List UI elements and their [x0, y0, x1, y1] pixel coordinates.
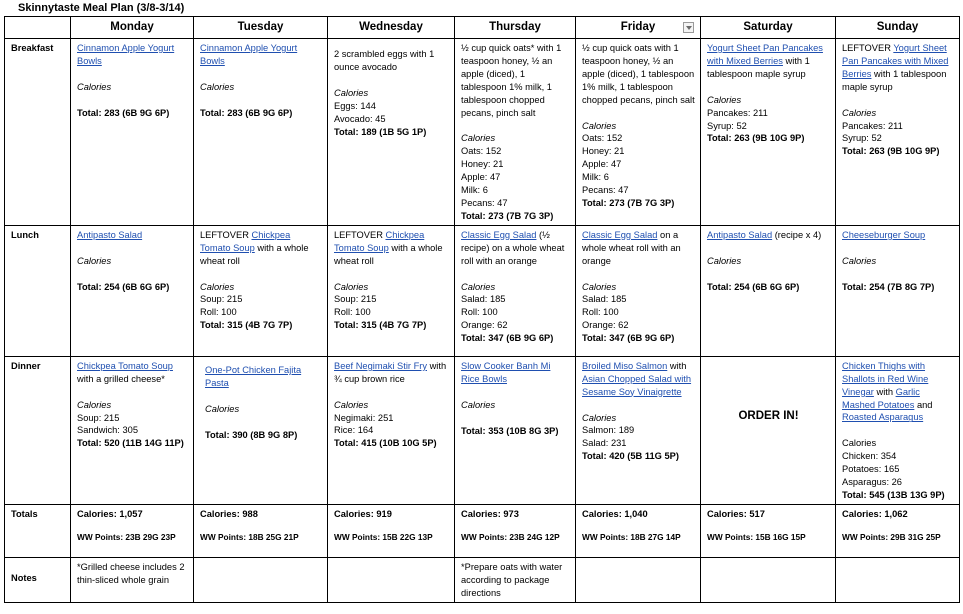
calorie-item: Salad: 185 — [461, 294, 506, 305]
totals-monday — [71, 504, 194, 557]
calorie-item: Eggs: 144 — [334, 100, 376, 111]
calorie-item: Salmon: 189 — [582, 425, 635, 436]
recipe-link[interactable]: Garlic Mashed Potatoes — [842, 386, 920, 410]
total-calories: Calories: 988 — [200, 508, 258, 519]
meal-total: Total: 353 (10B 8G 3P) — [461, 425, 559, 436]
lunch-sunday — [836, 225, 960, 356]
recipe-link[interactable]: Chicken Thighs with Shallots in Red Wine Vinegar — [842, 360, 929, 397]
totals-tuesday — [194, 504, 328, 557]
breakfast-thursday — [455, 39, 576, 226]
calories-label: Calories — [582, 412, 617, 423]
recipe-link[interactable]: Asian Chopped Salad with Sesame Soy Vinaigrette — [582, 373, 692, 397]
calories-label: Calories — [842, 438, 877, 449]
meal-description: with — [667, 360, 687, 371]
meal-total: Total: 283 (6B 9G 6P) — [200, 107, 293, 118]
ww-points: WW Points: 15B 16G 15P — [707, 531, 806, 542]
total-calories: Calories: 1,057 — [77, 508, 143, 519]
day-header-friday — [576, 17, 701, 39]
totals-thursday — [455, 504, 576, 557]
calories-label: Calories — [77, 255, 112, 266]
calorie-item: Soup: 215 — [334, 294, 377, 305]
calorie-item: Negimaki: 251 — [334, 412, 394, 423]
day-header-thursday: Thursday — [455, 17, 576, 39]
dropdown-arrow-icon[interactable] — [683, 22, 694, 33]
calorie-item: Roll: 100 — [334, 307, 371, 318]
breakfast-saturday — [701, 39, 836, 226]
meal-total: Total: 347 (6B 9G 6P) — [461, 333, 554, 344]
recipe-link[interactable]: Chickpea Tomato Soup — [200, 229, 291, 253]
dinner-monday — [71, 356, 194, 504]
lunch-thursday — [455, 225, 576, 356]
ww-points: WW Points: 15B 22G 13P — [334, 531, 433, 542]
meal-description: with a grilled cheese* — [77, 373, 165, 384]
row-label-lunch: Lunch — [5, 225, 71, 356]
breakfast-sunday — [836, 39, 960, 226]
dinner-wednesday — [328, 356, 455, 504]
totals-row — [5, 504, 960, 557]
recipe-link[interactable]: Cinnamon Apple Yogurt Bowls — [77, 43, 175, 66]
lunch-saturday — [701, 225, 836, 356]
calorie-item: Syrup: 52 — [842, 133, 882, 144]
recipe-link[interactable]: One-Pot Chicken Fajita Pasta — [205, 364, 302, 388]
totals-sunday — [836, 504, 960, 557]
calories-label: Calories — [582, 120, 617, 131]
calorie-item: Honey: 21 — [582, 146, 625, 157]
recipe-link[interactable]: Slow Cooker Banh Mi Rice Bowls — [461, 360, 551, 384]
calorie-item: Soup: 215 — [200, 294, 243, 305]
calorie-item: Apple: 47 — [461, 172, 501, 183]
meal-total: Total: 273 (7B 7G 3P) — [582, 197, 675, 208]
calorie-item: Apple: 47 — [582, 159, 622, 170]
breakfast-friday — [576, 39, 701, 226]
recipe-link[interactable]: Yogurt Sheet Pan Pancakes with Mixed Berries — [707, 43, 823, 66]
row-label-dinner: Dinner — [5, 356, 71, 504]
meal-total: Total: 254 (6B 6G 6P) — [707, 281, 800, 292]
recipe-link[interactable]: Classic Egg Salad — [582, 229, 658, 240]
calories-label: Calories — [77, 81, 112, 92]
calorie-item: Salad: 185 — [582, 294, 627, 305]
totals-friday — [576, 504, 701, 557]
recipe-link[interactable]: Beef Negimaki Stir Fry — [334, 360, 427, 371]
leftover-prefix: LEFTOVER — [334, 229, 386, 240]
calorie-item: Chicken: 354 — [842, 451, 897, 462]
breakfast-tuesday — [194, 39, 328, 226]
calorie-item: Oats: 152 — [461, 146, 502, 157]
meal-total: Total: 283 (6B 9G 6P) — [77, 107, 170, 118]
meal-total: Total: 520 (11B 14G 11P) — [77, 438, 184, 449]
day-header-monday: Monday — [71, 17, 194, 39]
meal-total: Total: 347 (6B 9G 6P) — [582, 333, 675, 344]
ww-points: WW Points: 23B 24G 12P — [461, 531, 560, 542]
ww-points: WW Points: 18B 27G 14P — [582, 531, 681, 542]
calorie-item: Roll: 100 — [582, 307, 619, 318]
calorie-item: Pecans: 47 — [461, 197, 508, 208]
ww-points: WW Points: 18B 25G 21P — [200, 531, 299, 542]
dinner-saturday — [701, 356, 836, 504]
meal-total: Total: 189 (1B 5G 1P) — [334, 126, 427, 137]
total-calories: Calories: 1,062 — [842, 508, 908, 519]
header-row — [5, 17, 960, 39]
day-header-saturday: Saturday — [701, 17, 836, 39]
meal-total: Total: 420 (5B 11G 5P) — [582, 451, 679, 462]
calories-label: Calories — [461, 281, 496, 292]
notes-tuesday — [194, 557, 328, 602]
calories-label: Calories — [842, 107, 877, 118]
dinner-tuesday — [194, 356, 328, 504]
breakfast-wednesday — [328, 39, 455, 226]
calories-label: Calories — [707, 255, 742, 266]
meal-description: and — [914, 399, 933, 410]
notes-wednesday — [328, 557, 455, 602]
calories-label: Calories — [461, 399, 496, 410]
calorie-item: Rice: 164 — [334, 425, 374, 436]
calories-label: Calories — [77, 399, 112, 410]
calorie-item: Avocado: 45 — [334, 113, 386, 124]
lunch-friday — [576, 225, 701, 356]
calorie-item: Sandwich: 305 — [77, 425, 138, 436]
meal-description: with 1 tablespoon maple syrup — [707, 55, 810, 79]
order-in-text: ORDER IN! — [738, 409, 799, 422]
day-header-friday-label: Friday — [620, 21, 656, 34]
calorie-item: Roll: 100 — [461, 307, 498, 318]
calories-label: Calories — [200, 81, 235, 92]
calories-label: Calories — [461, 133, 496, 144]
day-header-sunday: Sunday — [836, 17, 960, 39]
lunch-row — [5, 225, 960, 356]
meal-description: with a whole wheat roll — [200, 242, 309, 266]
total-calories: Calories: 1,040 — [582, 508, 648, 519]
notes-saturday — [701, 557, 836, 602]
calorie-item: Oats: 152 — [582, 133, 623, 144]
recipe-link[interactable]: Broiled Miso Salmon — [582, 360, 668, 371]
ww-points: WW Points: 29B 31G 25P — [842, 531, 941, 542]
lunch-monday — [71, 225, 194, 356]
calories-label: Calories — [334, 87, 369, 98]
calories-label: Calories — [334, 281, 369, 292]
meal-total: Total: 254 (7B 8G 7P) — [842, 281, 935, 292]
day-header-wednesday: Wednesday — [328, 17, 455, 39]
notes-thursday: *Prepare oats with water according to package directions — [455, 557, 576, 602]
recipe-link[interactable]: Antipasto Salad — [77, 229, 143, 240]
calories-label: Calories — [707, 94, 742, 105]
recipe-link[interactable]: Cheeseburger Soup — [842, 229, 926, 240]
meal-total: Total: 315 (4B 7G 7P) — [200, 320, 293, 331]
total-calories: Calories: 919 — [334, 508, 392, 519]
notes-friday — [576, 557, 701, 602]
recipe-link[interactable]: Classic Egg Salad — [461, 229, 537, 240]
calorie-item: Pancakes: 211 — [842, 120, 903, 131]
day-header-tuesday: Tuesday — [194, 17, 328, 39]
row-label-totals: Totals — [5, 504, 71, 557]
notes-monday: *Grilled cheese includes 2 thin-sliced whole grain — [71, 557, 194, 602]
meal-total: Total: 390 (8B 9G 8P) — [205, 429, 298, 440]
calorie-item: Pecans: 47 — [582, 185, 629, 196]
page-title: Skinnytaste Meal Plan (3/8-3/14) — [18, 2, 185, 14]
calorie-item: Roll: 100 — [200, 307, 237, 318]
dinner-friday — [576, 356, 701, 504]
total-calories: Calories: 973 — [461, 508, 519, 519]
recipe-link[interactable]: Yogurt Sheet Pan Pancakes with Mixed Berries — [842, 43, 949, 79]
meal-description: ½ cup quick oats* with 1 teaspoon honey, ½ an apple (diced), 1 tablespoon 1% milk, 1 tablespoon chopped pecans, pinch salt — [461, 43, 562, 118]
recipe-link[interactable]: Chickpea Tomato Soup — [334, 229, 425, 253]
calories-label: Calories — [205, 403, 240, 414]
calorie-item: Orange: 62 — [461, 320, 508, 331]
lunch-wednesday — [328, 225, 455, 356]
calorie-item: Milk: 6 — [461, 185, 488, 196]
recipe-link[interactable]: Cinnamon Apple Yogurt Bowls — [200, 43, 298, 66]
calorie-item: Potatoes: 165 — [842, 464, 900, 475]
calorie-item: Syrup: 52 — [707, 120, 747, 131]
breakfast-monday — [71, 39, 194, 226]
recipe-link[interactable]: Antipasto Salad — [707, 229, 773, 240]
leftover-prefix: LEFTOVER — [200, 229, 252, 240]
ww-points: WW Points: 23B 29G 23P — [77, 531, 176, 542]
calorie-item: Pancakes: 211 — [707, 107, 768, 118]
calorie-item: Orange: 62 — [582, 320, 629, 331]
meal-plan-table — [4, 16, 960, 603]
meal-total: Total: 315 (4B 7G 7P) — [334, 320, 427, 331]
notes-row — [5, 557, 960, 602]
calories-label: Calories — [334, 399, 369, 410]
meal-total: Total: 545 (13B 13G 9P) — [842, 489, 945, 500]
calorie-item: Milk: 6 — [582, 172, 609, 183]
dinner-thursday — [455, 356, 576, 504]
calories-label: Calories — [842, 255, 877, 266]
recipe-link[interactable]: Chickpea Tomato Soup — [77, 360, 173, 371]
calorie-item: Asparagus: 26 — [842, 477, 902, 488]
calorie-item: Honey: 21 — [461, 159, 504, 170]
calorie-item: Salad: 231 — [582, 438, 627, 449]
totals-saturday — [701, 504, 836, 557]
calories-label: Calories — [582, 281, 617, 292]
calorie-item: Soup: 215 — [77, 412, 120, 423]
meal-description: (recipe x 4) — [772, 229, 822, 240]
recipe-link[interactable]: Roasted Asparagus — [842, 412, 924, 423]
row-label-notes: Notes — [5, 557, 71, 602]
leftover-prefix: LEFTOVER — [842, 43, 894, 53]
totals-wednesday — [328, 504, 455, 557]
meal-total: Total: 415 (10B 10G 5P) — [334, 438, 437, 449]
meal-description: on a whole wheat roll with an orange — [582, 229, 681, 266]
meal-description: with ¾ cup brown rice — [334, 360, 447, 384]
calories-label: Calories — [200, 281, 235, 292]
total-calories: Calories: 517 — [707, 508, 765, 519]
meal-description: 2 scrambled eggs with 1 ounce avocado — [334, 49, 435, 72]
meal-description: with a whole wheat roll — [334, 242, 443, 266]
dinner-sunday — [836, 356, 960, 504]
breakfast-row — [5, 39, 960, 226]
meal-total: Total: 263 (9B 10G 9P) — [707, 133, 805, 144]
meal-description: with 1 tablespoon maple syrup — [842, 68, 947, 92]
corner-cell — [5, 17, 71, 39]
meal-total: Total: 273 (7B 7G 3P) — [461, 210, 554, 221]
row-label-breakfast: Breakfast — [5, 39, 71, 226]
meal-total: Total: 254 (6B 6G 6P) — [77, 281, 170, 292]
notes-sunday — [836, 557, 960, 602]
dinner-row — [5, 356, 960, 504]
lunch-tuesday — [194, 225, 328, 356]
meal-description: ½ cup quick oats with 1 teaspoon honey, ½ an apple (diced), 1 tablespoon 1% milk, 1 tablespoon chopped pecans, pinch salt — [582, 43, 695, 105]
meal-description: (½ recipe) on a whole wheat roll with an orange — [461, 229, 565, 266]
meal-description: with — [873, 386, 896, 397]
meal-total: Total: 263 (9B 10G 9P) — [842, 146, 940, 157]
